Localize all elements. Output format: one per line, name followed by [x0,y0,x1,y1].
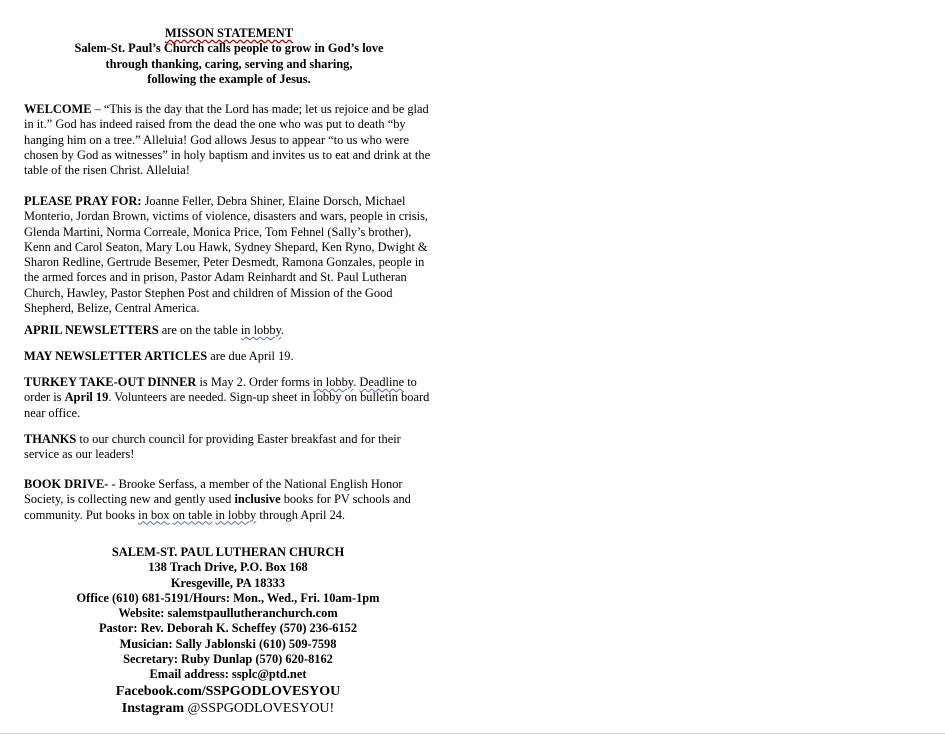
church-contact-block [28,545,428,717]
book-text-inclusive: inclusive [234,492,281,507]
turkey-text-order: to order is [24,375,417,405]
turkey-text: is May 2. Order forms [196,375,314,389]
turkey-text-deadline: Deadline [359,375,405,389]
church-city: Kresgeville, PA 18333 [170,575,286,590]
mission-statement [24,26,434,87]
church-email: Email address: ssplc@ptd.net [149,667,307,682]
may-articles-paragraph [24,349,434,364]
turkey-text-lobby: in lobby [313,375,354,389]
april-text: are on the table [158,323,241,337]
april-text-lobby: in lobby [240,323,282,337]
april-label: APRIL NEWSLETTERS [24,323,159,337]
welcome-text: – “This is the day that the Lord has made; let us rejoice and be glad in it.” God has indeed raised from the dead the one who was put to death “by hanging him on a tree.” Alleluia! God allows Jesus to appear “to us who were chosen by God as witnesses” in holy baptism and invites us to eat and drink at the table of the risen Christ. Alleluia! [24,102,431,178]
church-website: Website: salemstpaullutheranchurch.com [118,606,338,621]
thanks-label: THANKS [24,432,77,446]
book-text: - Brooke Serfass, a member of the National English Honor Society, is collecting new and gently used [24,477,403,507]
april-text-end: . [281,323,285,337]
book-text-lobby: in lobby [215,507,257,522]
prayer-list-paragraph [24,194,434,316]
pray-label: PLEASE PRAY FOR: [24,194,142,208]
thanks-paragraph [24,432,434,463]
turkey-text-volunteers: . Volunteers are needed. Sign-up sheet in lobby on bulletin board near office. [24,390,430,420]
mission-title: MISSON STATEMENT [165,26,293,40]
turkey-text-sep: . [353,375,360,389]
welcome-label: WELCOME [24,102,92,116]
may-text: are due April 19. [207,349,294,363]
instagram-handle: @SSPGODLOVESYOU! [184,700,335,716]
mission-line-2: through thanking, caring, serving and sharing, [105,56,353,71]
april-newsletters-paragraph [24,323,434,338]
thanks-text: to our church council for providing Easter breakfast and for their service as our leaders! [24,432,401,462]
page-bottom-border [0,733,945,734]
book-text-table: on table [172,507,213,522]
church-address: 138 Trach Drive, P.O. Box 168 [148,560,308,575]
church-musician: Musician: Sally Jablonski (610) 509-7598 [119,636,337,651]
book-text-date: through April 24. [256,507,346,522]
instagram-label: Instagram [121,700,185,716]
turkey-deadline-date: April 19 [64,390,109,405]
pray-text: Joanne Feller, Debra Shiner, Elaine Dorsch, Michael Monterio, Jordan Brown, victims of violence, disasters and wars, people in crisis, Glenda Martini, Norma Correale, Monica Price, Tom Fehnel (Sally’s brother), Kenn and Carol Seaton, Mary Lou Hawk, Sydney Shepard, Ken Ryno, Dwight & Sharon Redline, Gertrude Besemer, Peter Desmedt, Ramona Gonzales, people in the armed forces and in prison, Pastor Adam Reinhardt and St. Paul Lutheran Church, Hawley, Pastor Stephen Post and children of Mission of the Good Shepherd, Belize, Central America. [24,194,428,316]
book-text-schools: books for PV schools and community. Put books [24,492,411,522]
church-name: SALEM-ST. PAUL LUTHERAN CHURCH [111,545,345,559]
welcome-paragraph [24,102,434,178]
church-office-hours: Office (610) 681-5191/Hours: Mon., Wed., Fri. 10am-1pm [76,590,380,605]
church-instagram [28,700,428,717]
book-drive-paragraph [24,477,434,523]
mission-line-1: Salem-St. Paul’s Church calls people to grow in God’s love [74,41,384,56]
church-facebook: Facebook.com/SSPGODLOVESYOU [115,683,341,699]
turkey-dinner-paragraph [24,375,434,421]
may-label: MAY NEWSLETTER ARTICLES [24,349,208,363]
mission-line-3: following the example of Jesus. [147,71,311,86]
book-text-box: in box [138,507,170,522]
church-pastor: Pastor: Rev. Deborah K. Scheffey (570) 236-6152 [98,621,358,636]
church-secretary: Secretary: Ruby Dunlap (570) 620-8162 [123,652,333,667]
book-label: BOOK DRIVE- [24,477,109,491]
turkey-label: TURKEY TAKE-OUT DINNER [24,375,197,389]
